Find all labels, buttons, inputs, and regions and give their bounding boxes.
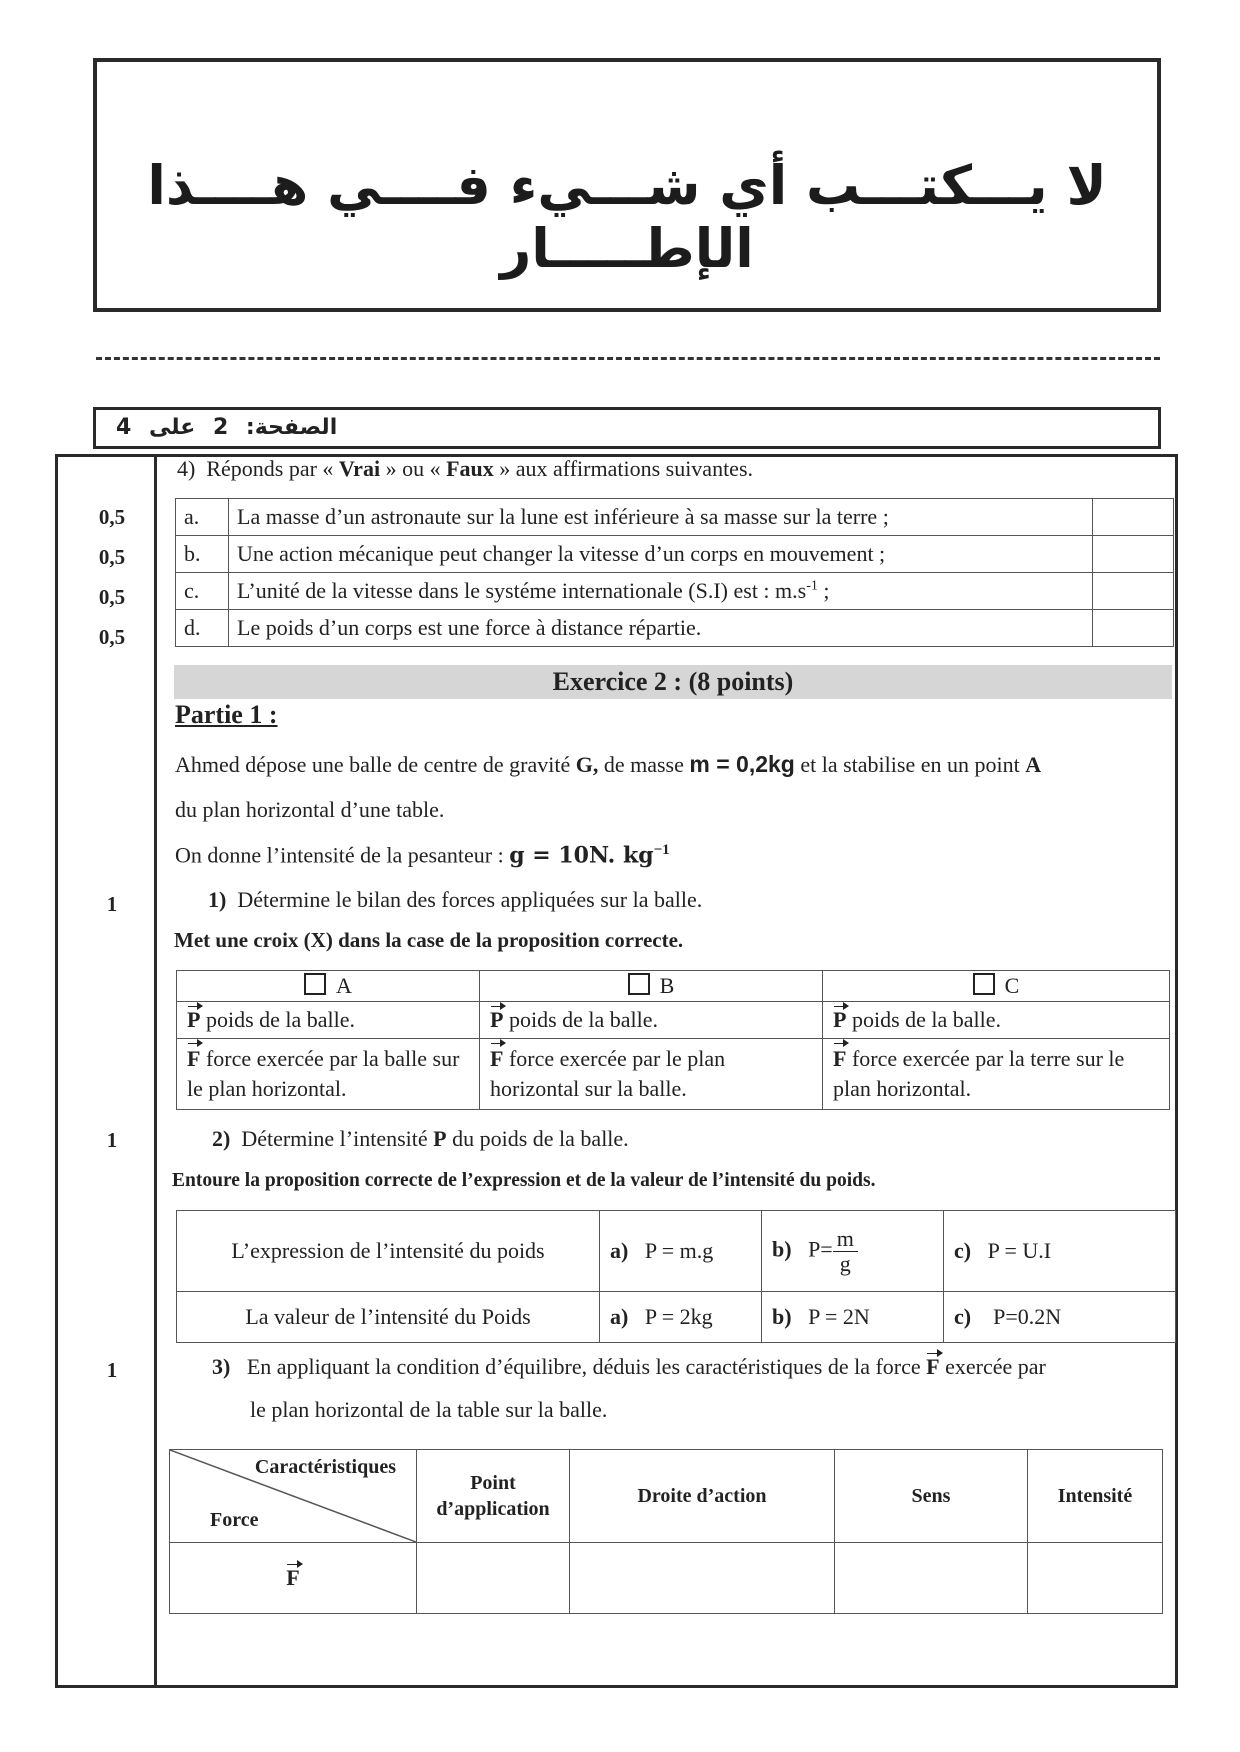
table-row xyxy=(170,1543,1163,1614)
q4-prompt-start: Réponds par « xyxy=(206,456,334,481)
partie-1-title: Partie 1 : xyxy=(175,700,278,729)
diagonal-header xyxy=(170,1450,417,1543)
cut-line xyxy=(96,357,1160,360)
option-b-header[interactable] xyxy=(480,971,823,1002)
score-q3: 1 xyxy=(106,1358,118,1382)
q4-letter: a. xyxy=(176,499,229,536)
vector-f: F xyxy=(187,1044,200,1074)
q4-statement: La masse d’un astronaute sur la lune est inférieure à sa masse sur la terre ; xyxy=(229,499,1093,536)
option-value: P = 2kg xyxy=(644,1304,713,1329)
score-q4d: 0,5 xyxy=(98,625,126,649)
page-total: 4 xyxy=(116,415,132,440)
option-value: P = U.I xyxy=(987,1238,1052,1263)
q4-statement-tail: ; xyxy=(817,578,830,603)
expression-option-b[interactable] xyxy=(762,1211,944,1292)
weight-text: poids de la balle. xyxy=(503,1007,659,1032)
intro-g-point: G, xyxy=(575,752,599,777)
q1-statement: Détermine le bilan des forces appliquées sur la balle. xyxy=(237,887,703,912)
q4-mid: » ou « xyxy=(385,456,441,481)
no-write-frame xyxy=(93,58,1161,312)
q4-faux: Faux xyxy=(446,456,494,481)
page-label: الصفحة: xyxy=(245,415,338,440)
intro-line-2: du plan horizontal d’une table. xyxy=(175,797,445,822)
header-characteristics: Caractéristiques xyxy=(254,1456,396,1478)
page-indicator xyxy=(106,415,337,440)
intro-a-point: A xyxy=(1025,752,1042,777)
q4-letter: d. xyxy=(176,610,229,647)
value-option-a[interactable] xyxy=(600,1292,762,1343)
vector-f: F xyxy=(490,1044,503,1074)
option-letter: c) xyxy=(954,1238,972,1263)
option-letter: a) xyxy=(610,1238,629,1263)
vector-f: F xyxy=(926,1354,940,1379)
q4-statement: Une action mécanique peut changer la vitesse d’un corps en mouvement ; xyxy=(229,536,1093,573)
table-row xyxy=(176,536,1174,573)
option-a-label: A xyxy=(336,973,352,998)
option-value: P=0.2N xyxy=(993,1304,1062,1329)
q4-number: 4) xyxy=(177,456,196,481)
page-bar xyxy=(93,407,1161,449)
answer-cell-d[interactable] xyxy=(1093,610,1174,647)
option-letter: b) xyxy=(772,1236,792,1262)
page-current: 2 xyxy=(212,415,229,440)
answer-droite-action[interactable] xyxy=(570,1543,835,1614)
score-column-divider xyxy=(154,454,157,1688)
vector-f: F xyxy=(833,1044,846,1074)
intro-gravity-sup: −1 xyxy=(653,842,670,858)
option-value: P = m.g xyxy=(644,1238,714,1263)
q3-text-line-1 xyxy=(212,1354,1046,1380)
value-label: La valeur de l’intensité du Poids xyxy=(177,1292,600,1343)
q4-statement: Le poids d’un corps est une force à distance répartie. xyxy=(229,610,1093,647)
option-a-header[interactable] xyxy=(177,971,480,1002)
score-q4c: 0,5 xyxy=(98,585,126,609)
table-row xyxy=(176,499,1174,536)
checkbox-b[interactable] xyxy=(628,973,650,995)
table-row xyxy=(177,971,1170,1002)
table-row xyxy=(176,573,1174,610)
q4-letter: c. xyxy=(176,573,229,610)
header-force: Force xyxy=(210,1509,259,1531)
table-row xyxy=(177,1039,1170,1110)
table-row xyxy=(177,1211,1176,1292)
q4-letter: b. xyxy=(176,536,229,573)
score-q1: 1 xyxy=(106,892,118,916)
true-false-table xyxy=(175,498,1174,647)
q4-statement xyxy=(229,573,1093,610)
expression-option-c[interactable] xyxy=(944,1211,1176,1292)
vector-p: P xyxy=(187,1007,201,1032)
table-row xyxy=(176,610,1174,647)
q4-statement-text: L’unité de la vitesse dans le systéme internationale (S.I) est : m.s xyxy=(237,578,807,603)
weight-text: poids de la balle. xyxy=(846,1007,1002,1032)
intro-mass: m = 0,2kg xyxy=(689,751,795,777)
q1-number: 1) xyxy=(208,887,227,912)
q2-instruction: Entoure la proposition correcte de l’expression et de la valeur de l’intensité du poids. xyxy=(172,1170,876,1191)
q2-text-p: P xyxy=(433,1126,447,1151)
q3-text-b: exercée par xyxy=(945,1354,1046,1379)
q1-text xyxy=(208,887,702,913)
q4-prompt-end: » aux affirmations suivantes. xyxy=(499,456,754,481)
q2-choice-table xyxy=(176,1210,1176,1343)
q4-vrai: Vrai xyxy=(338,456,381,481)
intro-line-1 xyxy=(175,751,1041,778)
q1-instruction: Met une croix (X) dans la case de la proposition correcte. xyxy=(174,928,684,952)
option-b-label: B xyxy=(659,973,675,998)
option-a-force xyxy=(177,1039,480,1110)
header-droite-action: Droite d’action xyxy=(570,1450,835,1543)
score-q2: 1 xyxy=(106,1128,118,1152)
header-intensite: Intensité xyxy=(1028,1450,1163,1543)
intro-text-3: On donne l’intensité de la pesanteur : xyxy=(175,842,504,868)
row-force-label xyxy=(170,1543,417,1614)
q2-text-a: Détermine l’intensité xyxy=(241,1126,428,1151)
weight-text: poids de la balle. xyxy=(200,1007,356,1032)
force-text: force exercée par la terre sur le plan horizontal. xyxy=(833,1046,1125,1101)
q4-statement-sup: -1 xyxy=(806,578,818,594)
checkbox-c[interactable] xyxy=(973,973,995,995)
answer-cell-b[interactable] xyxy=(1093,536,1174,573)
vector-p: P xyxy=(490,1007,504,1032)
characteristics-table xyxy=(169,1449,1163,1614)
q2-text-b: du poids de la balle. xyxy=(452,1126,629,1151)
expression-option-a[interactable] xyxy=(600,1211,762,1292)
vector-p: P xyxy=(833,1007,847,1032)
fraction-m-over-g xyxy=(833,1227,858,1276)
score-q4b: 0,5 xyxy=(98,545,126,569)
answer-sens[interactable] xyxy=(835,1543,1028,1614)
q2-number: 2) xyxy=(212,1126,231,1151)
option-c-label: C xyxy=(1004,973,1020,998)
option-value: P= xyxy=(808,1236,833,1262)
answer-cell-c[interactable] xyxy=(1093,573,1174,610)
option-letter: a) xyxy=(610,1304,629,1329)
q3-number: 3) xyxy=(212,1354,231,1379)
q3-text-line-2: le plan horizontal de la table sur la balle. xyxy=(250,1397,608,1422)
q1-choice-table xyxy=(176,970,1170,1110)
table-row xyxy=(177,1002,1170,1039)
option-a-weight xyxy=(177,1002,480,1039)
page-of: على xyxy=(148,415,196,440)
table-row xyxy=(177,1292,1176,1343)
answer-intensite[interactable] xyxy=(1028,1543,1163,1614)
score-q4a: 0,5 xyxy=(98,505,126,529)
option-value: P = 2N xyxy=(808,1304,870,1329)
option-c-header[interactable] xyxy=(823,971,1170,1002)
option-c-force xyxy=(823,1039,1170,1110)
intro-line-3 xyxy=(175,842,670,868)
value-option-b[interactable] xyxy=(762,1292,944,1343)
intro-text-c: et la stabilise en un point xyxy=(800,752,1020,777)
intro-text-b: de masse xyxy=(603,752,684,777)
exercise-2-title: Exercice 2 : (8 points) xyxy=(174,665,1172,699)
header-point-application: Point d’application xyxy=(417,1450,570,1543)
answer-point-application[interactable] xyxy=(417,1543,570,1614)
fraction-numerator: m xyxy=(833,1227,858,1252)
header-sens: Sens xyxy=(835,1450,1028,1543)
answer-cell-a[interactable] xyxy=(1093,499,1174,536)
fraction-denominator: g xyxy=(839,1250,851,1276)
value-option-c[interactable] xyxy=(944,1292,1176,1343)
option-b-weight xyxy=(480,1002,823,1039)
option-letter: b) xyxy=(772,1304,792,1329)
force-text: force exercée par la balle sur le plan horizontal. xyxy=(187,1046,460,1101)
table-row xyxy=(170,1450,1163,1543)
option-c-weight xyxy=(823,1002,1170,1039)
q3-text-a: En appliquant la condition d’équilibre, déduis les caractéristiques de la force xyxy=(246,1354,921,1379)
q4-prompt xyxy=(177,456,753,482)
option-letter: c) xyxy=(954,1304,972,1329)
option-b-force xyxy=(480,1039,823,1110)
expression-label: L’expression de l’intensité du poids xyxy=(177,1211,600,1292)
vector-f: F xyxy=(286,1565,300,1590)
intro-gravity: g = 10N. kg xyxy=(509,842,654,869)
no-write-notice: لا يـــكتـــب أي شـــيء فــــي هــــذا الإطـــــار xyxy=(147,154,1107,280)
intro-text-a: Ahmed dépose une balle de centre de gravité xyxy=(175,752,571,777)
checkbox-a[interactable] xyxy=(304,973,326,995)
q2-text xyxy=(212,1126,629,1152)
force-text: force exercée par le plan horizontal sur la balle. xyxy=(490,1046,726,1101)
